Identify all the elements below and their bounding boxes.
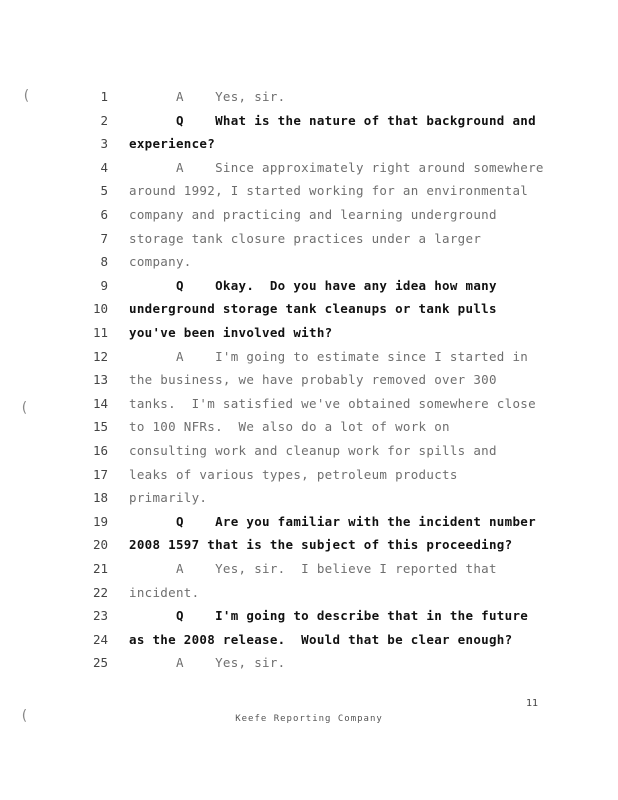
line-number: 25 [92, 655, 108, 671]
line-number: 3 [100, 136, 108, 152]
line-text: tanks. I'm satisfied we've obtained somewhere close [129, 395, 536, 411]
transcript-line [0, 228, 618, 250]
line-text: company and practicing and learning underground [129, 207, 497, 222]
line-number: 10 [92, 301, 108, 317]
page-number: 11 [526, 698, 539, 709]
transcript-line [0, 440, 618, 462]
transcript-line [0, 298, 618, 320]
transcript-line [0, 204, 618, 226]
line-text: you've been involved with? [129, 325, 333, 340]
line-text: A Since approximately right around somewhere [129, 159, 544, 175]
line-text: consulting work and cleanup work for spills and [129, 443, 497, 458]
transcript-line [0, 629, 618, 651]
punch-hole-mark-icon: ( [20, 708, 29, 724]
line-number: 16 [92, 443, 108, 458]
transcript-line [0, 416, 618, 438]
line-text: primarily. [129, 490, 208, 506]
line-text: Q I'm going to describe that in the future [129, 608, 529, 624]
line-text: underground storage tank cleanups or tank pulls [129, 301, 497, 317]
punch-hole-mark-icon: ( [20, 400, 29, 416]
line-number: 2 [100, 112, 108, 128]
transcript-line [0, 251, 618, 273]
transcript-line [0, 605, 618, 627]
line-text: Q Are you familiar with the incident number [129, 513, 536, 529]
line-text: A Yes, sir. I believe I reported that [129, 561, 497, 576]
line-text: as the 2008 release. Would that be clear enough? [129, 631, 513, 647]
transcript-line [0, 86, 618, 108]
line-text: storage tank closure practices under a larger [129, 230, 482, 246]
line-number: 5 [100, 183, 108, 199]
line-number: 4 [100, 159, 108, 175]
line-number: 11 [92, 325, 108, 340]
line-number: 22 [92, 584, 108, 600]
line-text: A Yes, sir. [129, 655, 286, 671]
line-text: leaks of various types, petroleum products [129, 466, 458, 482]
line-number: 6 [100, 207, 108, 222]
line-text: Q Okay. Do you have any idea how many [129, 277, 497, 293]
transcript-line [0, 157, 618, 179]
line-number: 1 [100, 89, 108, 104]
line-text: A Yes, sir. [129, 89, 286, 104]
transcript-line [0, 464, 618, 486]
footer-reporter: Keefe Reporting Company [235, 714, 383, 724]
line-text: experience? [129, 136, 216, 152]
transcript-line [0, 180, 618, 202]
line-number: 12 [92, 348, 108, 364]
line-text: 2008 1597 that is the subject of this proceeding? [129, 537, 513, 553]
line-number: 7 [100, 230, 108, 246]
transcript-line [0, 582, 618, 604]
line-text: around 1992, I started working for an environmental [129, 183, 529, 199]
punch-hole-mark-icon: ( [22, 88, 31, 104]
line-number: 21 [92, 561, 108, 576]
line-number: 18 [92, 490, 108, 506]
transcript-line [0, 133, 618, 155]
transcript-line [0, 652, 618, 674]
line-number: 9 [100, 277, 108, 293]
line-text: company. [129, 254, 192, 270]
line-text: Q What is the nature of that background and [129, 112, 536, 128]
transcript-line [0, 110, 618, 132]
transcript-line [0, 487, 618, 509]
line-number: 17 [92, 466, 108, 482]
transcript-line [0, 558, 618, 580]
line-number: 13 [92, 372, 108, 388]
line-text: A I'm going to estimate since I started in [129, 348, 529, 364]
transcript-line [0, 511, 618, 533]
line-number: 14 [92, 395, 108, 411]
line-text: incident. [129, 584, 200, 600]
transcript-line [0, 393, 618, 415]
line-number: 24 [92, 631, 108, 647]
transcript-line [0, 534, 618, 556]
transcript-line [0, 275, 618, 297]
line-number: 20 [92, 537, 108, 553]
transcript-line [0, 369, 618, 391]
line-text: the business, we have probably removed over 300 [129, 372, 497, 388]
line-number: 15 [92, 419, 108, 435]
line-number: 19 [92, 513, 108, 529]
transcript-line [0, 346, 618, 368]
line-number: 8 [100, 254, 108, 270]
transcript-line [0, 322, 618, 344]
line-number: 23 [92, 608, 108, 624]
line-text: to 100 NFRs. We also do a lot of work on [129, 419, 450, 435]
